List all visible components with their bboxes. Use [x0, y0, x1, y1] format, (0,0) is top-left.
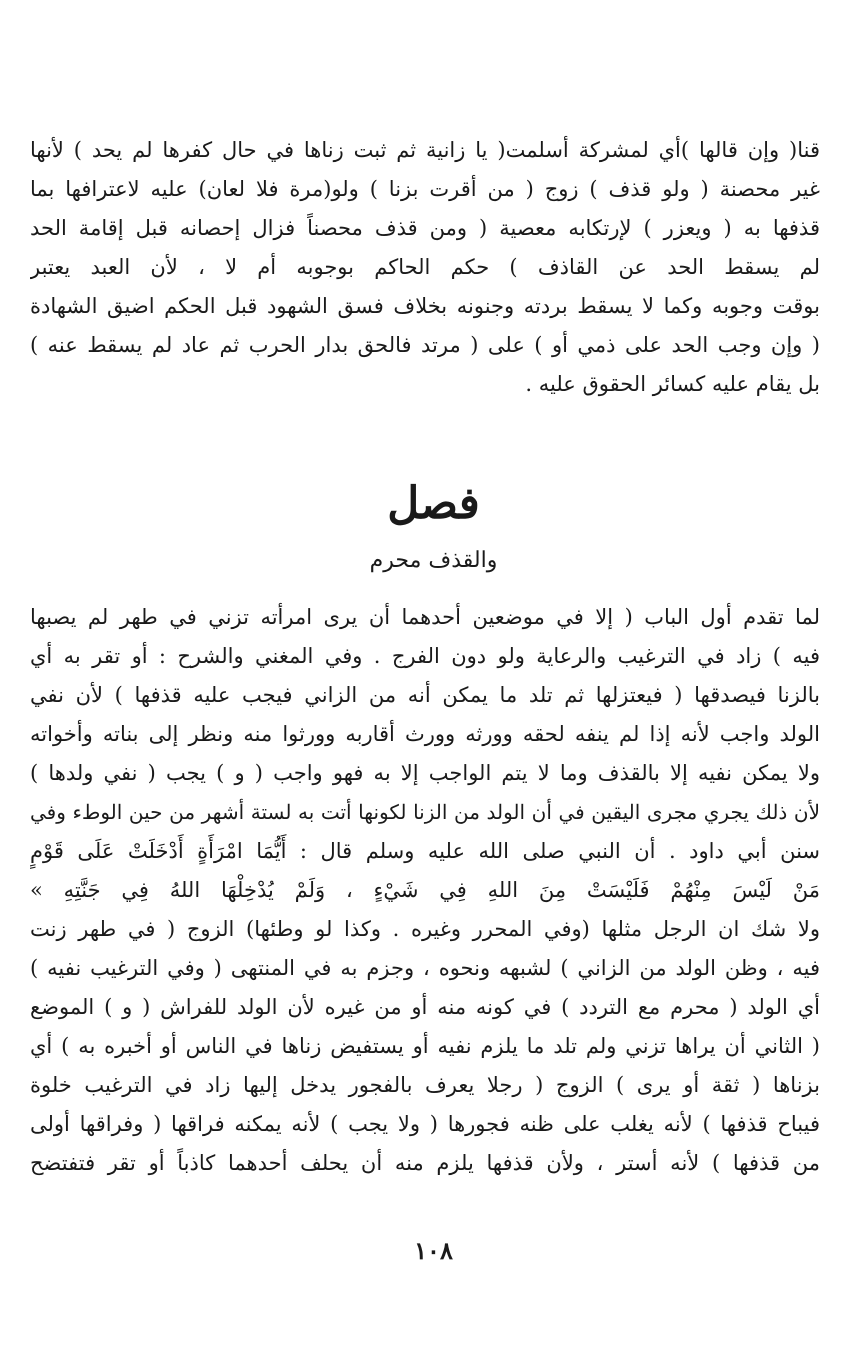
- text-line: ( وإن وجب الحد على ذمي أو ) على ( مرتد فالحق بدار الحرب ثم عاد لم يسقط عنه ): [30, 333, 820, 357]
- text-line: لما تقدم أول الباب ( إلا في موضعين أحدهما أن يرى امرأته تزني في طهر لم يصبها: [30, 605, 820, 629]
- text-line: فيباح قذفها ) لأنه يغلب على ظنه فجورها ( ولا يجب ) لأنه يمكنه فراقها ( وفراقها أولى: [30, 1112, 820, 1136]
- text-line: ولا يمكن نفيه إلا بالقذف وما لا يتم الواجب إلا به فهو واجب ( و ) يجب ( نفي ولدها ): [30, 761, 820, 785]
- text-line: بل يقام عليه كسائر الحقوق عليه .: [525, 372, 820, 396]
- text-line: بوقت وجوبه وكما لا يسقط بردته وجنونه بخلاف فسق الشهود قبل الحكم اضيق الشهادة: [30, 294, 820, 318]
- text-line: ( الثاني أن يراها تزني ولم تلد ما يلزم نفيه أو يستفيض زناها في الناس أو أخبره به ) أي: [30, 1034, 820, 1058]
- text-line: لأن ذلك يجري مجرى اليقين في أن الولد من الزنا لكونها أتت به لستة أشهر من حين الوطء وفي: [30, 800, 820, 824]
- page-number: ١٠٨: [414, 1236, 453, 1265]
- text-line: غير محصنة ( ولو قذف ) زوج ( من أقرت بزنا ) ولو(مرة فلا لعان) عليه لاعترافها بما: [30, 177, 820, 201]
- text-line: قنا( وإن قالها )أي لمشركة أسلمت( يا زانية ثم ثبت زناها في حال كفرها لم يحد ) لأنها: [30, 138, 820, 162]
- text-line: فيه ، وظن الولد من الزاني ) لشبهه ونحوه ، وجزم به في المنتهى ( وفي الترغيب نفيه ): [30, 956, 820, 980]
- text-line: لم يسقط الحد عن القاذف ) حكم الحاكم بوجوبه أم لا ، لأن العبد يعتبر: [30, 255, 820, 279]
- text-line: مَنْ لَيْسَ مِنْهُمْ فَلَيْسَتْ مِنَ اللهِ فِي شَيْءٍ ، وَلَمْ يُدْخِلْهَا اللهُ فِي جَنَّتِهِ »: [30, 878, 820, 902]
- text-line: سنن أبي داود . أن النبي صلى الله عليه وسلم قال : أَيُّمَا امْرَأَةٍ أَدْخَلَتْ عَلَى قَوْمٍ: [30, 839, 820, 863]
- text-line: قذفها به ( ويعزر ) لإرتكابه معصية ( ومن قذف محصناً فزال إحصانه قبل إقامة الحد: [30, 216, 820, 240]
- text-line: ولا شك ان الرجل مثلها (وفي المحرر وغيره . وكذا لو وطئها) الزوج ( في طهر زنت: [30, 917, 820, 941]
- section-heading: فصل: [387, 478, 480, 529]
- text-line: الولد واجب لأنه إذا لم ينفه لحقه وورثه وورث أقاربه وورثوا منه ونظر إلى بناته وأخواته: [30, 722, 820, 746]
- text-line: من قذفها ) لأنه أستر ، ولأن قذفها يلزم منه أن يحلف أحدهما كاذباً أو تقر فتفتضح: [30, 1151, 820, 1175]
- text-line: بزناها ( ثقة أو يرى ) الزوج ( رجلا يعرف بالفجور يدخل إليها زاد في الترغيب خلوة: [30, 1073, 820, 1097]
- text-line: أي الولد ( محرم مع التردد ) في كونه منه أو من غيره لأن الولد للفراش ( و ) الموضع: [30, 995, 820, 1019]
- text-line: فيه ) زاد في الترغيب والرعاية ولو دون الفرج . وفي المغني والشرح : أو تقر به أي: [30, 644, 820, 668]
- text-line: بالزنا فيصدقها ( فيعتزلها ثم تلد ما يمكن أنه من الزاني فيجب عليه قذفها ) لأن نفي: [30, 683, 820, 707]
- top-paragraph: [30, 131, 820, 404]
- section-subheading: والقذف محرم: [369, 548, 498, 573]
- body-paragraph: [30, 598, 820, 1183]
